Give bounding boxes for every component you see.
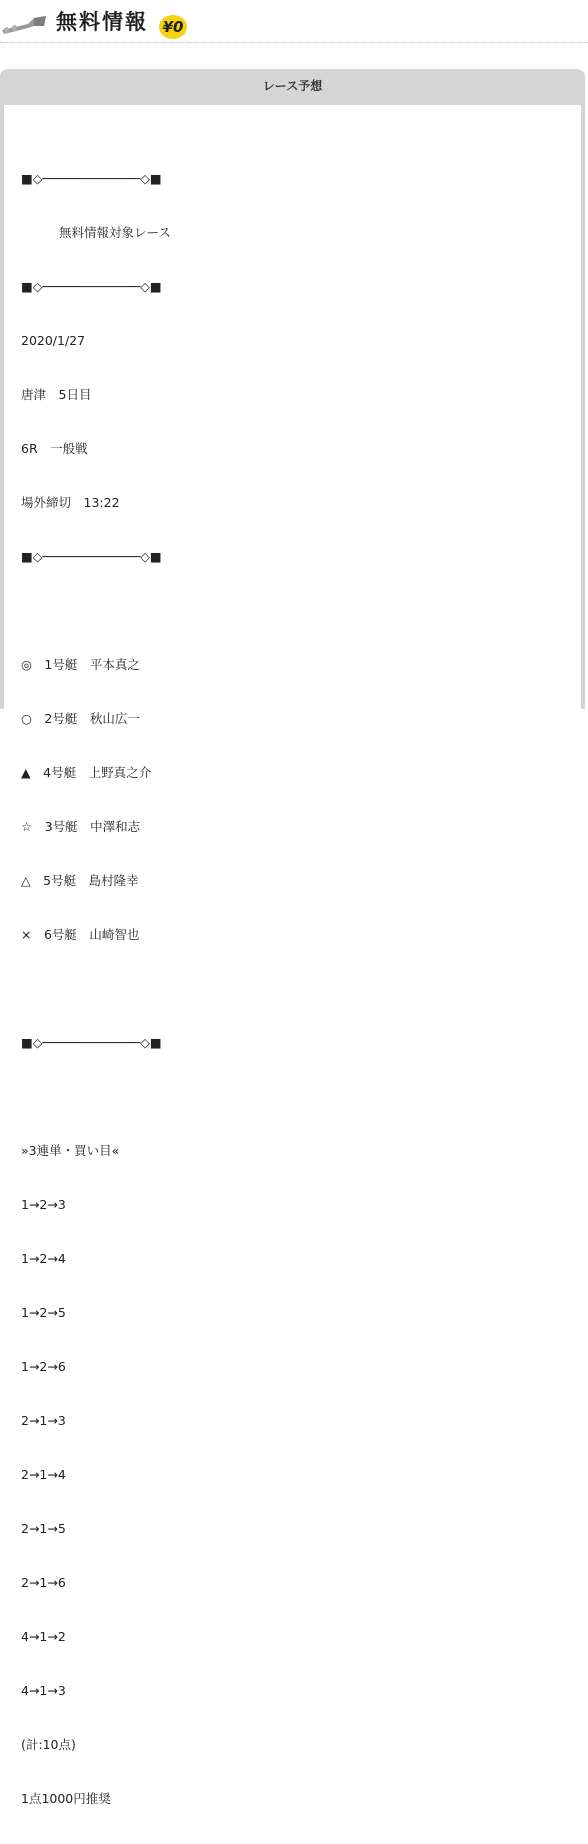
- bet-combination: 2→1→3: [21, 1413, 66, 1428]
- bet-combination: 4→1→2: [21, 1629, 66, 1644]
- spacer: [21, 602, 171, 620]
- bet-combination: 1→2→5: [21, 1305, 66, 1320]
- bet-combination: 1→2→6: [21, 1359, 66, 1374]
- spacer: [21, 1088, 171, 1106]
- prediction-item: ○ 2号艇 秋山広一: [21, 711, 140, 726]
- prediction-content: [21, 134, 171, 1844]
- price-badge-label: ¥0: [162, 18, 184, 36]
- page-header: [0, 0, 588, 43]
- page-title: 無料情報: [56, 10, 148, 34]
- race-date: 2020/1/27: [21, 333, 86, 348]
- prediction-item: × 6号艇 山崎智也: [21, 927, 140, 942]
- panel-body: [4, 105, 581, 1806]
- prediction-item: ◎ 1号艇 平本真之: [21, 657, 140, 672]
- panel-title: レース予想: [262, 79, 323, 93]
- bet-heading: »3連単・買い目«: [21, 1143, 120, 1158]
- race-prediction-panel: [0, 69, 585, 1806]
- race-venue: 唐津 5日目: [21, 387, 92, 402]
- spacer: [21, 980, 171, 998]
- bet-combination: 2→1→4: [21, 1467, 66, 1482]
- divider-line: ■◇─────────────◇■: [21, 171, 162, 186]
- bet-combination: 1→2→4: [21, 1251, 66, 1266]
- race-number: 6R 一般戦: [21, 441, 88, 456]
- prediction-item: ▲ 4号艇 上野真之介: [21, 765, 152, 780]
- prediction-item: △ 5号艇 島村隆幸: [21, 873, 139, 888]
- bet-total: (計:10点): [21, 1737, 76, 1752]
- bet-combination: 2→1→6: [21, 1575, 66, 1590]
- race-deadline: 場外締切 13:22: [21, 495, 120, 510]
- prediction-item: ☆ 3号艇 中澤和志: [21, 819, 141, 834]
- banner-label: 無料情報対象レース: [59, 225, 171, 240]
- bet-combination: 4→1→3: [21, 1683, 66, 1698]
- divider-line: ■◇─────────────◇■: [21, 549, 162, 564]
- bet-recommendation: 1点1000円推奨: [21, 1791, 111, 1806]
- bet-combination: 2→1→5: [21, 1521, 66, 1536]
- divider-line: ■◇─────────────◇■: [21, 1035, 162, 1050]
- price-badge: [158, 14, 188, 40]
- divider-line: ■◇─────────────◇■: [21, 279, 162, 294]
- bet-combination: 1→2→3: [21, 1197, 66, 1212]
- megaphone-icon: [0, 12, 50, 36]
